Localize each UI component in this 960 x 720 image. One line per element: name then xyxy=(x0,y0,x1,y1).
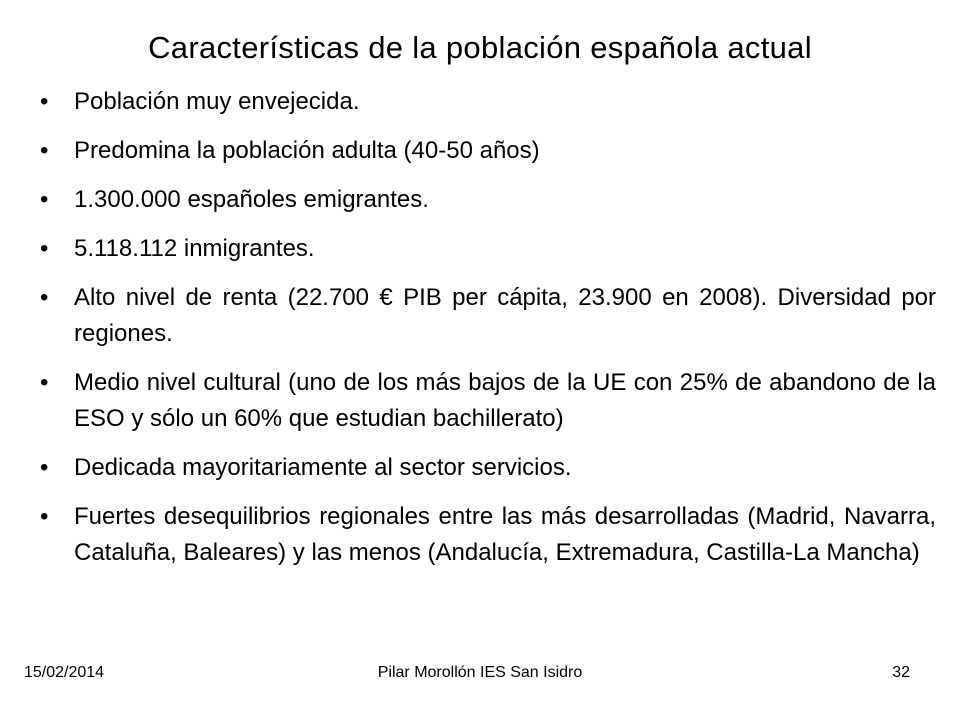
bullet-text: Predomina la población adulta (40-50 años) xyxy=(74,137,540,164)
bullet-item xyxy=(40,365,936,437)
bullet-text: Dedicada mayoritariamente al sector servicios. xyxy=(74,454,572,481)
bullet-icon: • xyxy=(40,235,49,262)
bullet-text: Fuertes desequilibrios regionales entre las más desarrolladas (Madrid, Navarra, Cataluña, Baleares) y las menos (Andalucía, Extremadura, Castilla-La Mancha) xyxy=(74,503,936,566)
bullet-icon: • xyxy=(40,186,49,213)
bullet-text: Alto nivel de renta (22.700 € PIB per cápita, 23.900 en 2008). Diversidad por regiones. xyxy=(74,284,936,347)
bullet-icon: • xyxy=(40,137,49,164)
bullet-text: 1.300.000 españoles emigrantes. xyxy=(74,186,429,213)
bullet-icon: • xyxy=(40,284,49,311)
bullet-item xyxy=(40,231,936,267)
bullet-list xyxy=(40,84,936,571)
bullet-icon: • xyxy=(40,503,49,530)
bullet-text: Población muy envejecida. xyxy=(74,88,360,115)
bullet-icon: • xyxy=(40,88,49,115)
bullet-text: 5.118.112 inmigrantes. xyxy=(74,235,315,262)
bullet-item xyxy=(40,450,936,486)
bullet-icon: • xyxy=(40,454,49,481)
footer-author: Pilar Morollón IES San Isidro xyxy=(377,664,583,681)
bullet-text: Medio nivel cultural (uno de los más bajos de la UE con 25% de abandono de la ESO y sólo un 60% que estudian bachillerato) xyxy=(74,369,936,432)
bullet-icon: • xyxy=(40,369,49,396)
bullet-item xyxy=(40,280,936,352)
footer-page-number: 32 xyxy=(892,664,910,681)
slide-title: Características de la población española actual xyxy=(148,30,812,65)
footer-date: 15/02/2014 xyxy=(24,664,105,681)
bullet-item xyxy=(40,499,936,571)
bullet-item xyxy=(40,133,936,169)
bullet-item xyxy=(40,84,936,120)
bullet-item xyxy=(40,182,936,218)
